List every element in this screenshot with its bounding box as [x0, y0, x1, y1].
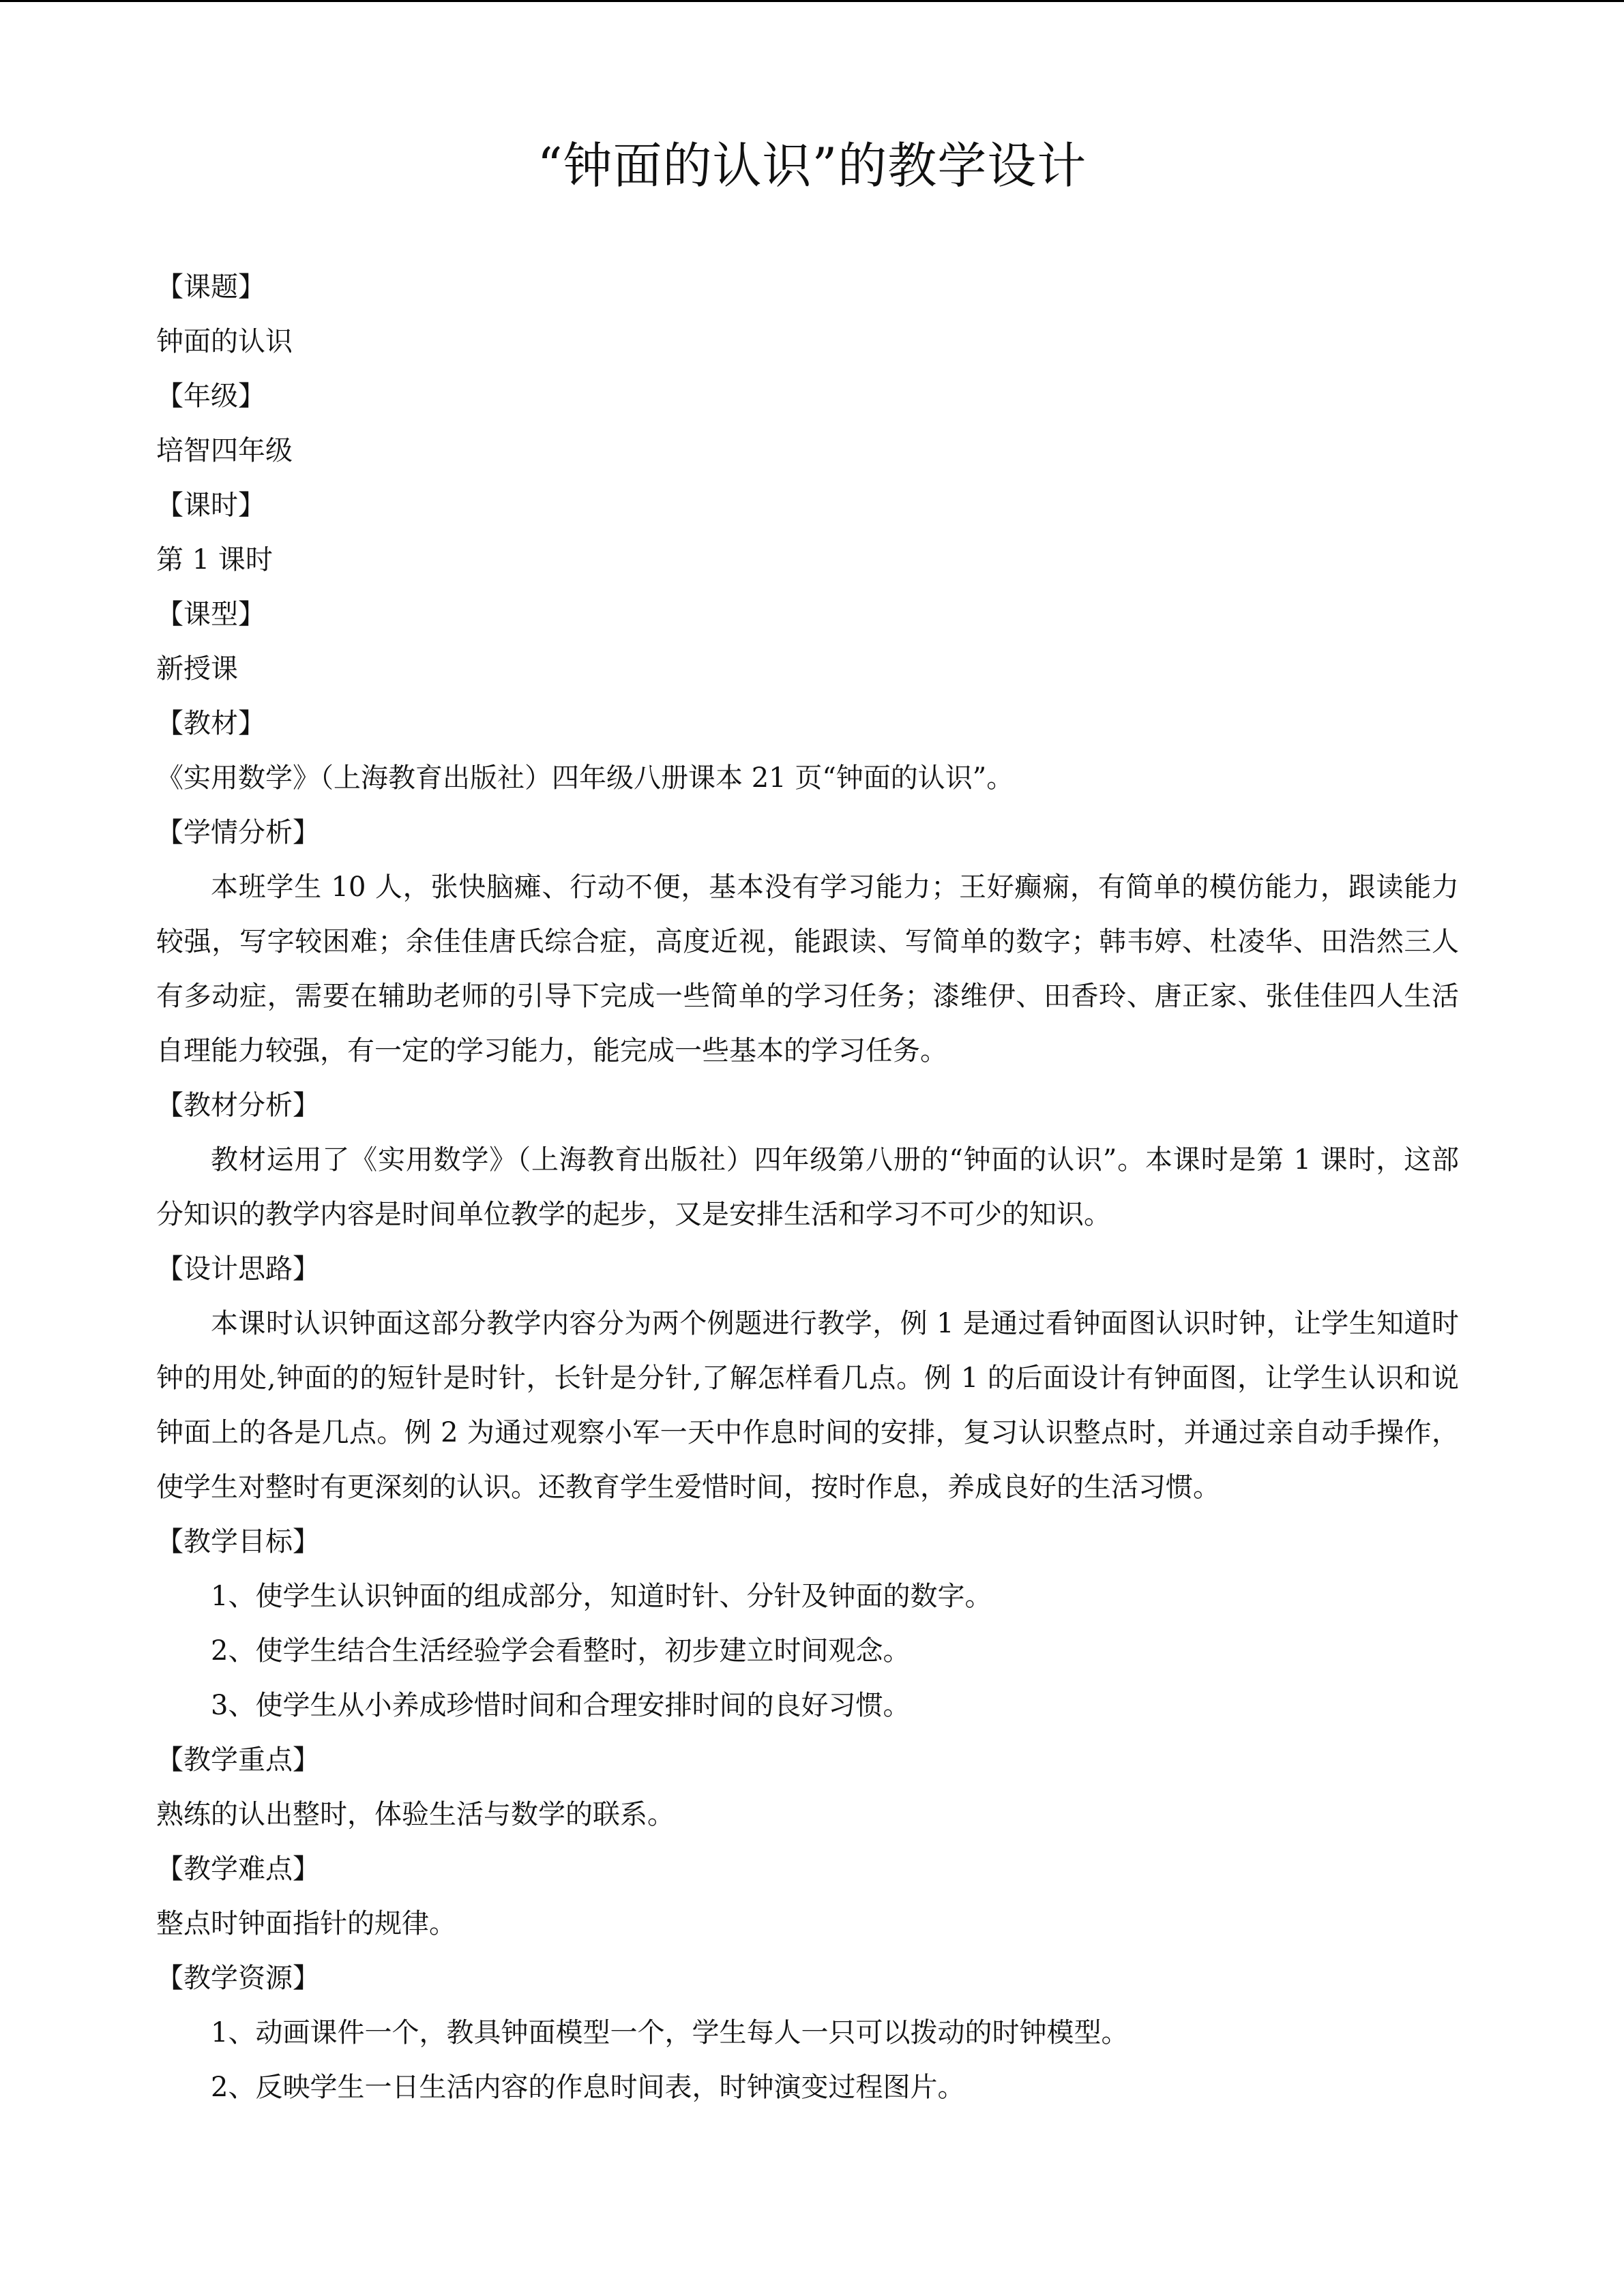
- section-text-topic: 钟面的认识: [156, 326, 293, 357]
- section-text-grade: 培智四年级: [156, 435, 293, 466]
- section-heading-key-points: 【教学重点】: [156, 1744, 320, 1776]
- section-heading-topic: 【课题】: [156, 271, 265, 303]
- section-heading-textbook: 【教材】: [156, 708, 265, 739]
- section-text-student-analysis: 本班学生 10 人，张快脑瘫、行动不便，基本没有学习能力；王好癫痫，有简单的模仿能力，跟读能力较强，写字较困难；余佳佳唐氏综合症，高度近视，能跟读、写简单的数字；韩韦婷、杜凌华、田浩然三人有多动症，需要在辅助老师的引导下完成一些简单的学习任务；漆维伊、田香玲、唐正家、张佳佳四人生活自理能力较强，有一定的学习能力，能完成一些基本的学习任务。: [156, 871, 1459, 1067]
- resource-item-1: 1、动画课件一个，教具钟面模型一个，学生每人一只可以拨动的时钟模型。: [211, 2017, 1129, 2048]
- section-heading-difficulties: 【教学难点】: [156, 1853, 320, 1885]
- objective-item-2: 2、使学生结合生活经验学会看整时，初步建立时间观念。: [211, 1635, 911, 1667]
- objective-item-1: 1、使学生认识钟面的组成部分，知道时针、分针及钟面的数字。: [211, 1581, 992, 1612]
- section-text-period: 第 1 课时: [156, 544, 273, 576]
- document-body: [156, 260, 1459, 2115]
- section-text-difficulties: 整点时钟面指针的规律。: [156, 1908, 456, 1939]
- section-heading-period: 【课时】: [156, 490, 265, 521]
- resource-item-2: 2、反映学生一日生活内容的作息时间表，时钟演变过程图片。: [211, 2072, 965, 2103]
- objective-item-3: 3、使学生从小养成珍惜时间和合理安排时间的良好习惯。: [211, 1690, 911, 1721]
- section-text-textbook: 《实用数学》（上海教育出版社）四年级八册课本 21 页“钟面的认识”。: [156, 762, 1014, 794]
- section-heading-lesson-type: 【课型】: [156, 599, 265, 630]
- section-text-design-idea: 本课时认识钟面这部分教学内容分为两个例题进行教学，例 1 是通过看钟面图认识时钟，让学生知道时钟的用处,钟面的的短针是时针，长针是分针,了解怎样看几点。例 1 的后面设计有钟面图，让学生认识和说钟面上的各是几点。例 2 为通过观察小军一天中作息时间的安排，复习认识整点时，并通过亲自动手操作，使学生对整时有更深刻的认识。还教育学生爱惜时间，按时作息，养成良好的生活习惯。: [156, 1308, 1459, 1503]
- section-heading-textbook-analysis: 【教材分析】: [156, 1090, 320, 1121]
- page-title: “钟面的认识”的教学设计: [537, 137, 1087, 194]
- section-heading-design-idea: 【设计思路】: [156, 1253, 320, 1285]
- section-heading-grade: 【年级】: [156, 381, 265, 412]
- section-heading-objectives: 【教学目标】: [156, 1526, 320, 1557]
- section-text-textbook-analysis: 教材运用了《实用数学》（上海教育出版社）四年级第八册的“钟面的认识”。本课时是第 1 课时，这部分知识的教学内容是时间单位教学的起步，又是安排生活和学习不可少的知识。: [156, 1144, 1459, 1230]
- section-text-key-points: 熟练的认出整时，体验生活与数学的联系。: [156, 1799, 675, 1830]
- section-text-lesson-type: 新授课: [156, 653, 238, 685]
- section-heading-student-analysis: 【学情分析】: [156, 817, 320, 848]
- section-heading-resources: 【教学资源】: [156, 1963, 320, 1994]
